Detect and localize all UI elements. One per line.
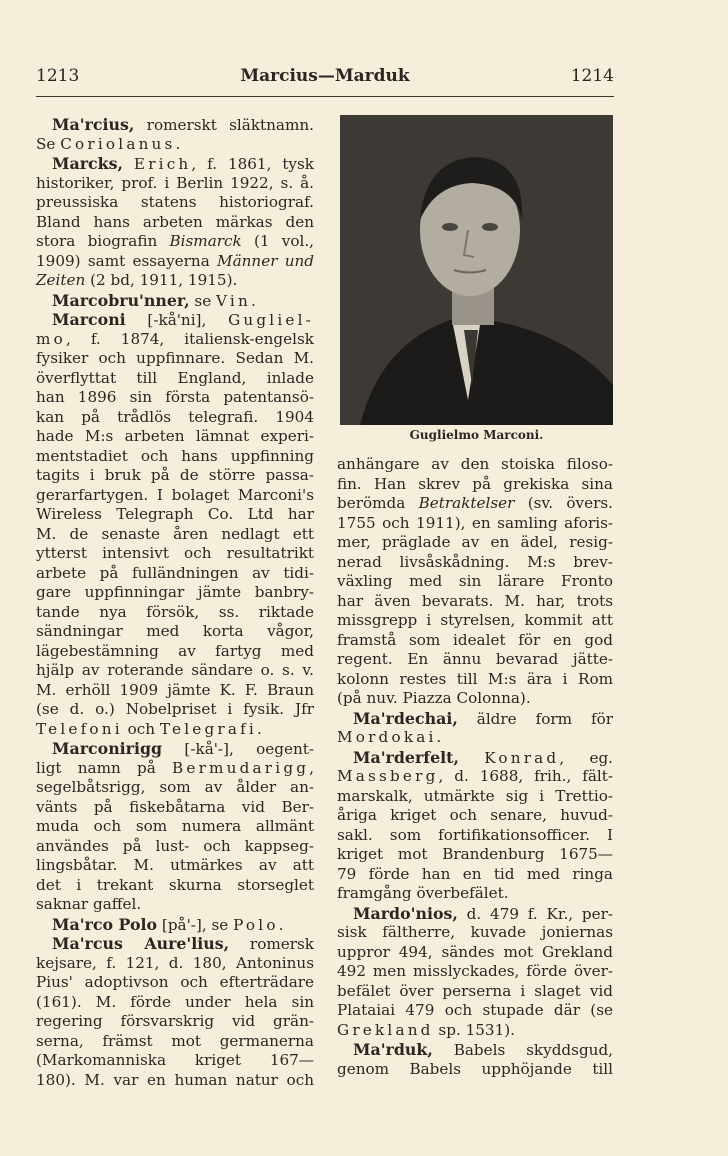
text-segment: 1755 och 1911), en samling aforis-	[337, 513, 613, 532]
text-line	[36, 388, 314, 408]
text-segment: , f. 1861, tysk	[191, 155, 314, 173]
text-segment: gerarfartygen. I bolaget Marconi's	[36, 485, 314, 504]
text-segment: överflyttat till England, inlade	[36, 368, 314, 387]
text-segment: d. 479 f. Kr., per-	[457, 904, 613, 923]
text-segment: och	[122, 719, 160, 738]
text-segment: regering försvarskrig vid grän-	[36, 1012, 314, 1030]
text-segment: (se d. o.) Nobelpriset i fysik. Jfr	[36, 700, 314, 718]
running-header	[36, 66, 614, 90]
text-segment: hade M:s arbeten lämnat experi-	[36, 427, 314, 445]
text-segment: berömda	[337, 494, 419, 512]
text-segment: 180). M. var en human natur och	[36, 1070, 314, 1089]
text-line	[36, 252, 314, 272]
text-line	[337, 806, 613, 826]
text-segment: fin. Han skrev på grekiska sina	[337, 474, 613, 493]
text-line	[337, 572, 613, 592]
text-line	[36, 505, 314, 525]
text-line	[337, 631, 613, 651]
text-segment: 1909) samt essayerna	[36, 251, 218, 270]
text-line	[337, 514, 613, 534]
text-segment: .	[175, 134, 181, 153]
text-line	[36, 369, 314, 389]
text-segment: lingsbåtar. M. utmärkes av att	[36, 856, 314, 874]
text-segment: vänts på fiskebåtarna vid Ber-	[36, 797, 314, 816]
text-segment: romerskt släktnamn.	[134, 116, 314, 134]
text-segment: muda och som numera allmänt	[36, 817, 314, 835]
entry-headword: Ma'rdechai,	[353, 708, 458, 728]
text-line	[337, 845, 613, 865]
text-line	[36, 817, 314, 837]
text-line	[337, 884, 613, 904]
text-line	[36, 271, 314, 291]
text-line	[36, 1051, 314, 1071]
italic-title: Bismarck	[169, 232, 242, 250]
text-segment: [-kå'-], oegent-	[162, 740, 314, 758]
text-line	[36, 895, 314, 915]
text-line	[337, 826, 613, 846]
spaced-reference: Massberg	[337, 767, 439, 785]
text-segment: Pius' adoptivson och efterträdare	[36, 973, 314, 991]
text-line	[36, 232, 314, 252]
text-line	[36, 720, 314, 740]
text-line	[36, 954, 314, 974]
text-segment: fysiker och uppfinnare. Sedan M.	[36, 349, 314, 367]
text-line	[337, 1021, 613, 1041]
text-segment: har även bevarats. M. har, trots	[337, 591, 613, 610]
text-segment: sp. 1531).	[433, 1020, 516, 1039]
text-segment: ytterst intensivt och resultatrikt	[36, 544, 314, 562]
running-title: Marcius—Marduk	[240, 66, 410, 86]
text-line	[36, 135, 314, 155]
entry-headword: Ma'rcius,	[52, 115, 135, 134]
text-segment: framstå som idealet för en god	[337, 630, 613, 649]
italic-title: Betraktelser	[418, 494, 515, 512]
text-line	[36, 1071, 314, 1091]
text-segment: sisk fältherre, kuvade joniernas	[337, 923, 613, 941]
text-segment: kriget mot Brandenburg 1675—	[337, 845, 613, 863]
text-segment: lägebestämning av fartyg med	[36, 641, 314, 660]
text-segment: .	[250, 291, 256, 310]
text-line	[337, 533, 613, 553]
spaced-reference: Konrad	[484, 748, 560, 767]
spaced-reference: Polo	[233, 915, 279, 934]
text-segment: växling med sin lärare Fronto	[337, 572, 613, 590]
text-segment: romersk	[229, 935, 314, 953]
text-line	[337, 494, 613, 514]
text-segment: mentstadiet och hans uppfinning	[36, 446, 314, 465]
text-segment: användes på lust- och kappseg-	[36, 836, 314, 855]
entry-headword: Marcks,	[52, 154, 124, 173]
text-line	[36, 213, 314, 233]
spaced-reference: Vin	[216, 291, 251, 310]
text-line	[337, 475, 613, 495]
text-segment: (Markomanniska kriget 167—	[36, 1051, 314, 1069]
text-segment: sändningar med korta vågor,	[36, 622, 314, 640]
text-line	[36, 330, 314, 350]
text-line	[337, 670, 613, 690]
text-line	[337, 865, 613, 885]
text-line	[36, 603, 314, 623]
entry-start-line	[337, 1040, 613, 1060]
text-line	[36, 876, 314, 896]
text-segment: , eg.	[559, 748, 613, 767]
text-segment: befälet över perserna i slaget vid	[337, 981, 613, 1000]
text-segment: M. de senaste åren nedlagt ett	[36, 524, 314, 543]
text-line	[337, 1060, 613, 1080]
entry-start-line	[36, 934, 314, 954]
spaced-reference: Mordokai	[337, 728, 437, 746]
entry-headword: Marcobru'nner,	[52, 290, 190, 310]
text-segment: tande nya försök, ss. riktade	[36, 602, 314, 621]
entry-start-line	[36, 115, 314, 135]
spaced-reference: Telegrafi	[159, 719, 257, 738]
text-segment: äldre form för	[457, 709, 613, 728]
text-line	[36, 837, 314, 857]
entry-headword: Ma'rduk,	[353, 1040, 433, 1059]
text-line	[337, 553, 613, 573]
text-segment: serna, främst mot germanerna	[36, 1031, 314, 1050]
text-segment: Bland hans arbeten märkas den	[36, 212, 314, 231]
text-line	[36, 798, 314, 818]
text-line	[36, 973, 314, 993]
entry-start-line	[36, 154, 314, 174]
text-line	[36, 427, 314, 447]
text-segment: arbete på fulländningen av tidi-	[36, 563, 314, 582]
text-segment: saknar gaffel.	[36, 895, 142, 913]
text-segment: mer, präglade av en ädel, resig-	[337, 533, 613, 551]
text-segment: kan på trådlös telegrafi. 1904	[36, 407, 314, 426]
text-line	[337, 592, 613, 612]
text-segment: [på'-], se	[157, 915, 234, 934]
right-column	[337, 455, 613, 1079]
text-line	[36, 759, 314, 779]
entry-headword: Mardo'nios,	[353, 903, 458, 923]
italic-title: Zeiten	[36, 271, 86, 289]
text-line	[36, 583, 314, 603]
text-line	[36, 993, 314, 1013]
text-segment: missgrepp i styrelsen, kommit att	[337, 611, 613, 629]
header-rule	[36, 96, 614, 97]
text-segment: nerad livsåskådning. M:s brev-	[337, 552, 613, 571]
text-line	[36, 544, 314, 564]
text-line	[36, 174, 314, 194]
entry-headword: Ma'rcus Aure'lius,	[52, 934, 230, 953]
text-segment: gare uppfinningar jämte banbry-	[36, 583, 314, 601]
entry-start-line	[36, 915, 314, 935]
text-segment: framgång överbefälet.	[337, 884, 509, 902]
text-line	[36, 700, 314, 720]
text-line	[36, 642, 314, 662]
text-line	[337, 923, 613, 943]
text-line	[337, 787, 613, 807]
page-number-right: 1214	[570, 66, 614, 86]
text-segment: ligt namn på	[36, 758, 173, 777]
text-segment: Wireless Telegraph Co. Ltd har	[36, 505, 314, 523]
text-line	[36, 486, 314, 506]
text-segment: uppror 494, sändes mot Grekland	[337, 942, 613, 961]
entry-headword: Ma'rderfelt,	[353, 747, 459, 767]
entry-start-line	[337, 709, 613, 729]
text-line	[337, 982, 613, 1002]
text-segment: (sv. övers.	[514, 494, 613, 512]
text-segment: tagits i bruk på de större passa-	[36, 466, 314, 484]
photo-caption: Guglielmo Marconi.	[409, 428, 544, 442]
text-segment: åriga kriget och senare, huvud-	[337, 806, 613, 824]
spaced-reference: Bermudarigg	[172, 758, 310, 777]
text-line	[36, 447, 314, 467]
entry-start-line	[337, 748, 613, 768]
text-segment: , f. 1874, italiensk-engelsk	[65, 329, 314, 348]
text-line	[337, 943, 613, 963]
text-line	[36, 1012, 314, 1032]
text-line	[36, 466, 314, 486]
text-segment: Plataiai 479 och stupade där (se	[337, 1001, 613, 1019]
text-segment: 492 men misslyckades, förde över-	[337, 962, 613, 980]
text-line	[337, 962, 613, 982]
page-number-left: 1213	[36, 66, 80, 86]
text-segment: , d. 1688, frih., fält-	[438, 767, 613, 785]
text-segment: genom Babels upphöjande till	[337, 1059, 613, 1078]
text-segment: se	[189, 291, 217, 310]
italic-title: Männer und	[217, 251, 314, 270]
spaced-reference: mo	[36, 329, 66, 348]
text-segment	[123, 155, 134, 173]
spaced-reference: Grekland	[337, 1020, 434, 1039]
portrait-photo	[340, 115, 613, 425]
entry-start-line	[36, 310, 314, 330]
text-segment: anhängare av den stoiska filoso-	[337, 455, 613, 473]
text-line	[36, 622, 314, 642]
text-line	[337, 689, 613, 709]
text-segment: 79 förde han en tid med ringa	[337, 864, 613, 883]
text-line	[36, 681, 314, 701]
text-segment: Se	[36, 134, 61, 153]
entry-start-line	[36, 291, 314, 311]
left-column	[36, 115, 314, 1090]
text-segment: preussiska statens historiograf.	[36, 193, 314, 211]
entry-headword: Marconirigg	[52, 739, 163, 758]
text-segment: (161). M. förde under hela sin	[36, 992, 314, 1011]
spaced-reference: Coriolanus	[60, 134, 176, 153]
text-line	[36, 778, 314, 798]
text-segment: kejsare, f. 121, d. 180, Antoninus	[36, 953, 314, 972]
spaced-reference: Gugliel-	[228, 311, 314, 329]
text-line	[337, 767, 613, 787]
text-segment: .	[278, 915, 284, 934]
text-line	[36, 408, 314, 428]
text-segment: regent. En ännu bevarad jätte-	[337, 650, 613, 668]
text-segment: [-kå'ni],	[125, 311, 229, 329]
text-line	[36, 193, 314, 213]
text-segment: segelbåtsrigg, som av ålder an-	[36, 778, 314, 796]
text-line	[36, 1032, 314, 1052]
text-segment: historiker, prof. i Berlin 1922, s. å.	[36, 173, 314, 192]
text-segment: hjälp av roterande sändare o. s. v.	[36, 661, 314, 679]
spaced-reference: Telefoni	[36, 719, 123, 738]
text-line	[337, 455, 613, 475]
text-segment: Babels skyddsgud,	[432, 1041, 613, 1059]
text-line	[337, 650, 613, 670]
text-segment: .	[436, 728, 442, 746]
text-line	[337, 611, 613, 631]
text-segment: (1 vol.,	[241, 232, 315, 250]
text-segment: han 1896 sin första patentansö-	[36, 388, 314, 406]
text-segment: marskalk, utmärkte sig i Trettio-	[337, 786, 613, 805]
text-segment: kolonn restes till M:s ära i Rom	[337, 669, 613, 688]
text-segment: sakl. som fortifikationsofficer. I	[337, 825, 613, 844]
entry-headword: Ma'rco Polo	[52, 914, 158, 934]
text-segment: ,	[309, 758, 314, 777]
text-line	[36, 525, 314, 545]
text-segment: (på nuv. Piazza Colonna).	[337, 689, 531, 707]
text-line	[337, 728, 613, 748]
text-segment: .	[257, 719, 262, 738]
text-segment: (2 bd, 1911, 1915).	[85, 271, 238, 289]
text-segment: det i trekant skurna storseglet	[36, 875, 314, 894]
entry-start-line	[337, 904, 613, 924]
text-segment: stora biografin	[36, 232, 170, 250]
entry-start-line	[36, 739, 314, 759]
text-line	[36, 661, 314, 681]
text-line	[36, 564, 314, 584]
entry-headword: Marconi	[52, 310, 126, 329]
text-segment: M. erhöll 1909 jämte K. F. Braun	[36, 680, 314, 699]
text-segment	[459, 749, 484, 767]
spaced-reference: Erich	[133, 155, 192, 173]
text-line	[337, 1001, 613, 1021]
text-line	[36, 349, 314, 369]
text-line	[36, 856, 314, 876]
